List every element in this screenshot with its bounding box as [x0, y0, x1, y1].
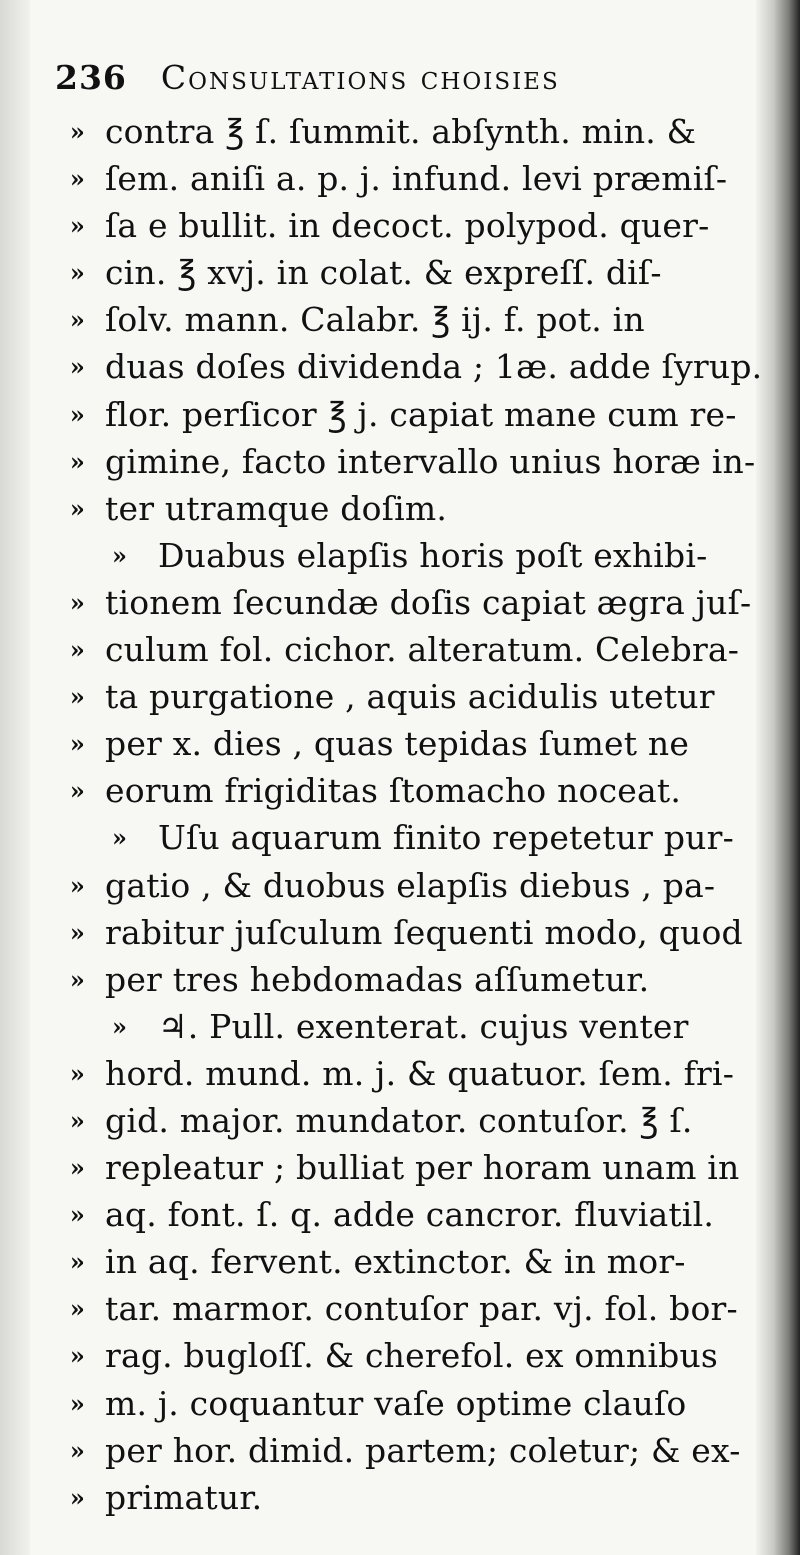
text-line [55, 532, 770, 579]
quote-marker: » [69, 964, 86, 994]
line-text: eorum frigiditas ſtomacho noceat. [105, 771, 682, 811]
quote-marker: » [69, 493, 86, 523]
text-line [55, 485, 770, 532]
text-line [55, 1380, 770, 1427]
quote-marker: » [69, 917, 86, 947]
text-line [55, 1332, 770, 1379]
text-line [55, 720, 770, 767]
text-line [55, 202, 770, 249]
quote-marker: » [69, 776, 86, 806]
line-text: ter utramque doſim. [105, 488, 448, 528]
quote-marker: » [69, 258, 86, 288]
quote-marker: » [69, 305, 86, 335]
text-line [55, 862, 770, 909]
quote-marker: » [69, 682, 86, 712]
line-text: Uſu aquarum finito repetetur pur- [158, 818, 734, 858]
quote-marker: » [69, 587, 86, 617]
text-lines [55, 108, 770, 1521]
line-text: in aq. fervent. extinctor. & in mor- [105, 1242, 686, 1282]
line-text: repleatur ; bulliat per horam unam in [105, 1148, 740, 1188]
line-text: ta purgatione , aquis acidulis utetur [105, 677, 715, 717]
line-text: per tres hebdomadas aſſumetur. [105, 959, 650, 999]
page-header [55, 58, 770, 108]
quote-marker: » [69, 164, 86, 194]
text-line [55, 438, 770, 485]
quote-marker: » [69, 1200, 86, 1230]
quote-marker: » [69, 1388, 86, 1418]
text-line [55, 1191, 770, 1238]
quote-marker: » [69, 1294, 86, 1324]
page-gutter-shadow [0, 0, 30, 1555]
line-text: gimine, facto intervallo unius horæ in- [105, 441, 756, 481]
text-line [55, 1285, 770, 1332]
line-text: gid. major. mundator. contuſor. ℥ ſ. [105, 1100, 693, 1140]
text-line [55, 767, 770, 814]
line-text: aq. font. ſ. q. adde cancror. fluviatil. [105, 1195, 715, 1235]
quote-marker: » [112, 540, 128, 570]
line-text: duas doſes dividenda ; 1æ. adde ſyrup. [105, 347, 763, 387]
text-block [55, 58, 770, 1521]
line-text: ſolv. mann. Calabr. ℥ ij. f. pot. in [105, 300, 645, 340]
line-text: tionem ſecundæ doſis capiat ægra juſ- [105, 582, 752, 622]
quote-marker: » [69, 1105, 86, 1135]
line-text: ſa e bullit. in decoct. polypod. quer- [105, 206, 710, 246]
quote-marker: » [69, 729, 86, 759]
text-line [55, 108, 770, 155]
text-line [55, 391, 770, 438]
text-line [55, 249, 770, 296]
line-text: hord. mund. m. j. & quatuor. ſem. fri- [105, 1053, 735, 1093]
quote-marker: » [69, 1435, 86, 1465]
quote-marker: » [69, 1058, 86, 1088]
quote-marker: » [69, 399, 86, 429]
line-text: m. j. coquantur vaſe optime clauſo [105, 1383, 687, 1423]
text-line [55, 1238, 770, 1285]
line-text: ſem. aniſi a. p. j. infund. levi præmiſ- [105, 159, 728, 199]
line-text: per hor. dimid. partem; coletur; & ex- [105, 1430, 741, 1470]
quote-marker: » [112, 1011, 128, 1041]
line-text: flor. perſicor ℥ j. capiat mane cum re- [105, 394, 737, 434]
line-text: tar. marmor. contuſor par. vj. fol. bor- [105, 1289, 738, 1329]
quote-marker: » [69, 352, 86, 382]
text-line [55, 155, 770, 202]
line-text: rabitur juſculum ſequenti modo, quod [105, 912, 743, 952]
text-line [55, 343, 770, 390]
text-line [55, 956, 770, 1003]
text-line [55, 1097, 770, 1144]
text-line [55, 626, 770, 673]
text-line [55, 579, 770, 626]
quote-marker: » [69, 870, 86, 900]
line-text: gatio , & duobus elapſis diebus , pa- [105, 865, 716, 905]
quote-marker: » [69, 1482, 86, 1512]
text-line [55, 909, 770, 956]
text-line [55, 673, 770, 720]
page-number: 236 [55, 58, 127, 97]
quote-marker: » [112, 823, 128, 853]
quote-marker: » [69, 211, 86, 241]
line-text: per x. dies , quas tepidas ſumet ne [105, 724, 690, 764]
line-text: culum fol. cichor. alteratum. Celebra- [105, 630, 740, 670]
text-line [55, 1427, 770, 1474]
text-line [55, 1474, 770, 1521]
line-text: contra ℥ ſ. ſummit. abſynth. min. & [105, 112, 697, 151]
text-line [55, 1050, 770, 1097]
line-text: Duabus elapſis horis poſt exhibi- [158, 535, 708, 575]
line-text: ♃. Pull. exenterat. cujus venter [158, 1006, 689, 1046]
running-title: Consultations choisies [160, 58, 560, 97]
text-line [55, 1144, 770, 1191]
text-line [55, 814, 770, 861]
text-line [55, 296, 770, 343]
quote-marker: » [69, 635, 86, 665]
quote-marker: » [69, 117, 86, 146]
line-text: rag. bugloſſ. & cherefol. ex omnibus [105, 1336, 719, 1376]
line-text: cin. ℥ xvj. in colat. & expreſſ. diſ- [105, 253, 662, 293]
quote-marker: » [69, 1247, 86, 1277]
quote-marker: » [69, 1153, 86, 1183]
quote-marker: » [69, 446, 86, 476]
line-text: primatur. [105, 1477, 263, 1517]
quote-marker: » [69, 1341, 86, 1371]
text-line [55, 1003, 770, 1050]
